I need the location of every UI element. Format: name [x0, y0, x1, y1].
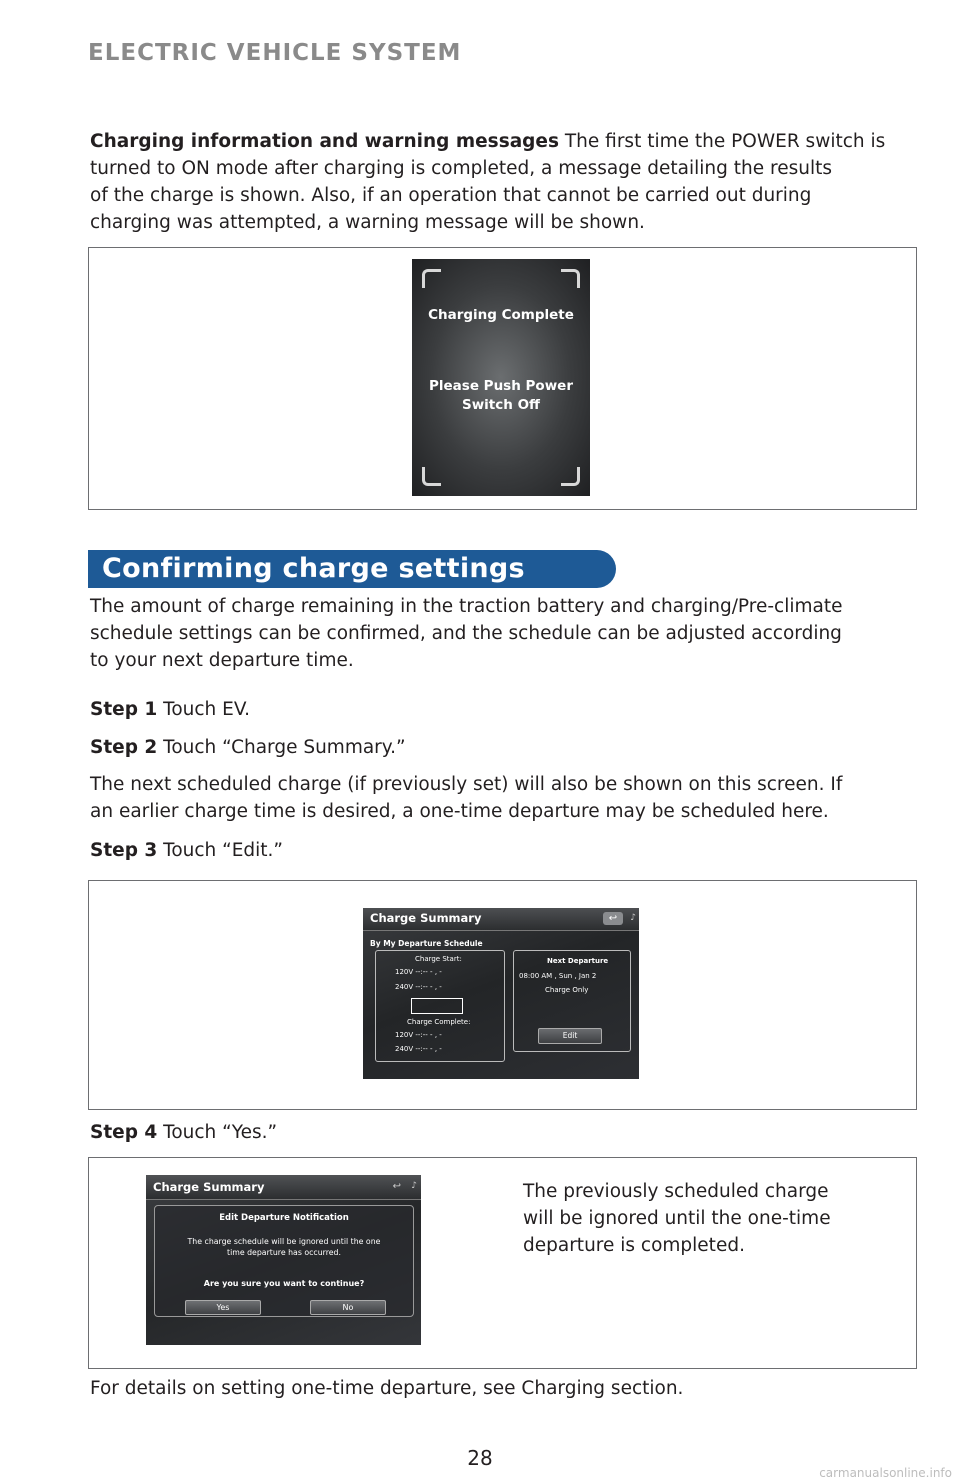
section-description [90, 593, 920, 674]
confirmation-dialog [154, 1205, 414, 1317]
dialog-message-line1: The charge schedule will be ignored until the one [187, 1237, 381, 1246]
side-note-line3: departure is completed. [523, 1235, 745, 1256]
back-icon[interactable]: ↩ [392, 1181, 401, 1192]
desc-line2: schedule settings can be confirmed, and the schedule can be adjusted according [90, 623, 842, 644]
intro-line1: The first time the POWER switch is [559, 131, 886, 152]
step-label: Step 2 [90, 737, 158, 758]
step-4 [90, 1122, 277, 1143]
screen-header [146, 1175, 421, 1200]
page-number: 28 [467, 1446, 493, 1470]
schedule-subtitle: By My Departure Schedule [370, 939, 483, 948]
charging-complete-title: Charging Complete [428, 307, 574, 323]
charge-start-240v: 240V --:-- - , - [395, 983, 442, 991]
charging-complete-message [412, 377, 590, 415]
step-1 [90, 699, 250, 720]
step-label: Step 1 [90, 699, 158, 720]
step-text: Touch “Edit.” [157, 840, 284, 861]
intro-paragraph [90, 128, 910, 236]
charging-complete-screen [412, 259, 590, 496]
dialog-question: Are you sure you want to continue? [203, 1279, 365, 1288]
step-text: Touch “Charge Summary.” [157, 737, 406, 758]
charge-complete-240v: 240V --:-- - , - [395, 1045, 442, 1053]
edit-departure-screen [146, 1175, 421, 1345]
section-banner: Confirming charge settings [88, 550, 616, 588]
departure-time: 08:00 AM , Sun , Jan 2 [519, 972, 597, 980]
desc-line3: to your next departure time. [90, 650, 354, 671]
side-note-line1: The previously scheduled charge [523, 1181, 829, 1202]
charge-complete-label: Charge Complete: [407, 1018, 471, 1026]
charge-start-120v: 120V --:-- - , - [395, 968, 442, 976]
screen-header [363, 908, 639, 931]
footer-text: For details on setting one-time departure, see Charging section. [90, 1378, 684, 1399]
step-label: Step 4 [90, 1122, 158, 1143]
charge-summary-screen [363, 908, 639, 1079]
charge-mode: Charge Only [545, 986, 589, 994]
corner-bracket-icon [422, 467, 441, 486]
music-note-icon: ♪ [630, 913, 636, 923]
corner-bracket-icon [561, 269, 580, 288]
step-text: Touch “Yes.” [157, 1122, 278, 1143]
message-line1: Please Push Power [429, 378, 573, 394]
note-line1: The next scheduled charge (if previously set) will also be shown on this screen. If [90, 774, 843, 795]
dialog-message [169, 1236, 399, 1258]
desc-line1: The amount of charge remaining in the traction battery and charging/Pre-climate [90, 596, 843, 617]
step-label: Step 3 [90, 840, 158, 861]
intro-line2: turned to ON mode after charging is completed, a message detailing the results [90, 158, 832, 179]
edit-button[interactable]: Edit [538, 1028, 602, 1044]
battery-level-icon [411, 998, 463, 1014]
step-2 [90, 737, 406, 758]
intro-line3: of the charge is shown. Also, if an operation that cannot be carried out during [90, 185, 812, 206]
note-paragraph [90, 771, 920, 825]
dialog-title: Edit Departure Notification [219, 1213, 349, 1223]
music-note-icon: ♪ [411, 1181, 417, 1191]
back-icon[interactable]: ↩ [603, 912, 623, 925]
side-note-line2: will be ignored until the one-time [523, 1208, 831, 1229]
next-departure-label: Next Departure [547, 957, 609, 965]
corner-bracket-icon [422, 269, 441, 288]
intro-line4: charging was attempted, a warning message will be shown. [90, 212, 645, 233]
step-3 [90, 840, 283, 861]
charge-start-label: Charge Start: [415, 955, 462, 963]
note-line2: an earlier charge time is desired, a one-time departure may be scheduled here. [90, 801, 829, 822]
charge-complete-120v: 120V --:-- - , - [395, 1031, 442, 1039]
no-button[interactable]: No [310, 1300, 386, 1315]
intro-lead: Charging information and warning messages [90, 131, 559, 152]
corner-bracket-icon [561, 467, 580, 486]
screen-title: Charge Summary [370, 911, 482, 925]
watermark: carmanualsonline.info [819, 1466, 952, 1480]
screen-title: Charge Summary [153, 1180, 265, 1194]
yes-button[interactable]: Yes [185, 1300, 261, 1315]
section-title: ELECTRIC VEHICLE SYSTEM [88, 40, 462, 66]
step-text: Touch EV. [157, 699, 250, 720]
message-line2: Switch Off [461, 397, 540, 413]
dialog-message-line2: time departure has occurred. [227, 1248, 341, 1257]
side-note [523, 1178, 903, 1259]
